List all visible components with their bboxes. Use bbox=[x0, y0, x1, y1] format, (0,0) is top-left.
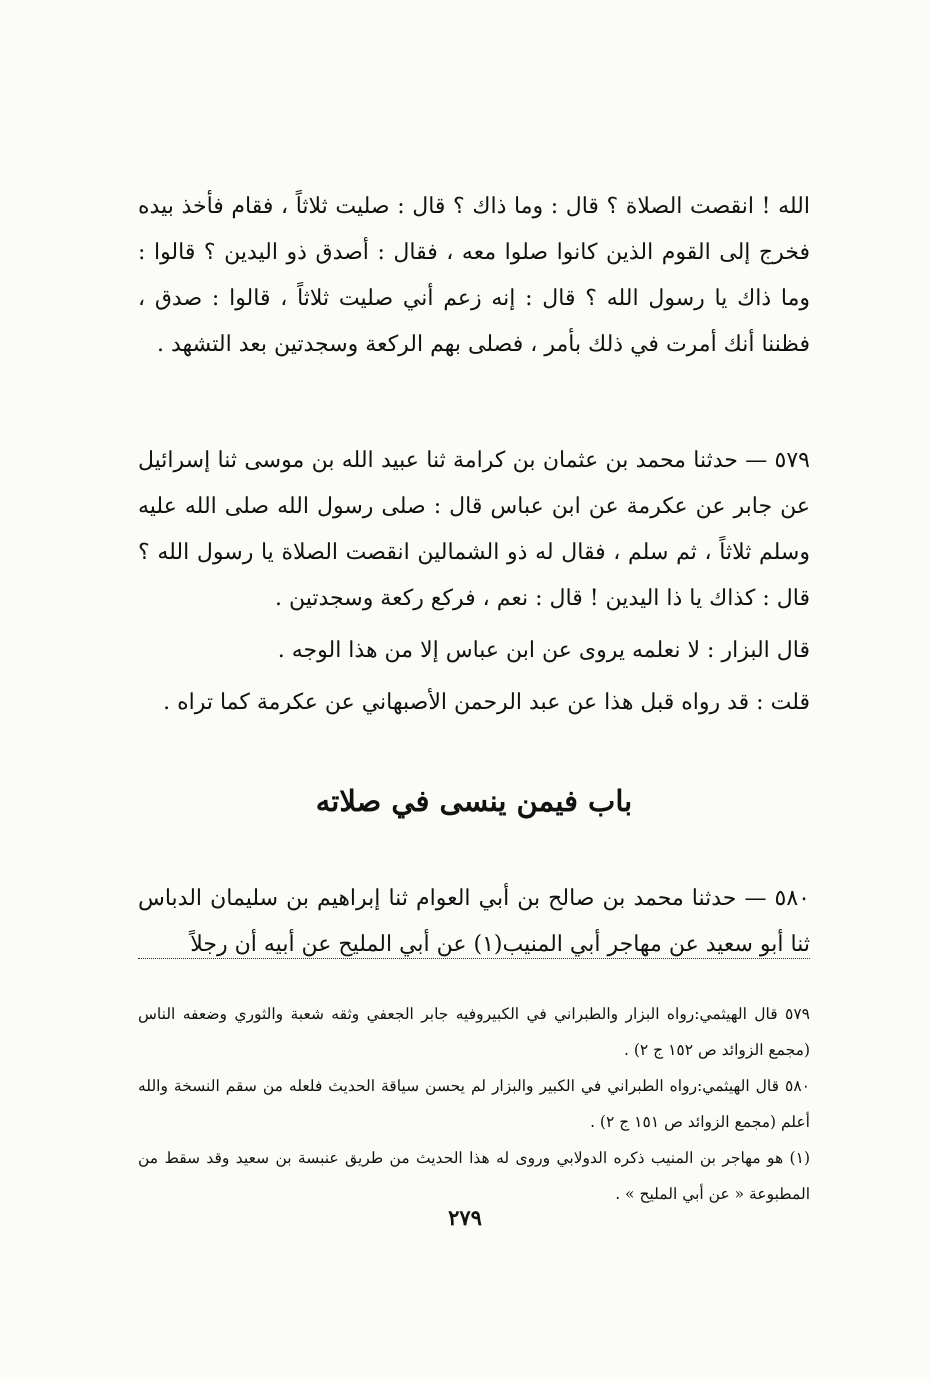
page-number: ٢٧٩ bbox=[448, 1205, 482, 1230]
footnote-580: ٥٨٠ قال الهيثمي:رواه الطبراني في الكبير والبزار لم يحسن سياقة الحديث فلعله من سقم النسخة والله أعلم (مجمع الزوائد ص ١٥١ ج ٢) . bbox=[138, 1076, 810, 1131]
paragraph-continued-hadith: الله ! انقصت الصلاة ؟ قال : وما ذاك ؟ قال : صليت ثلاثاً ، فقام فأخذ بيده فخرج إلى القوم الذين كانوا صلوا معه ، فقال : أصدق ذو اليدين ؟ قالوا : وما ذاك يا رسول الله ؟ قال : إنه زعم أني صليت ثلاثاً ، قالوا : صدق ، فظننا أنك أمرت في ذلك بأمر ، فصلى بهم الركعة وسجدتين بعد التشهد . bbox=[138, 194, 810, 357]
footnote-1: (١) هو مهاجر بن المنيب ذكره الدولابي وروى له هذا الحديث من طريق عنبسة بن سعيد وقد سقط من المطبوعة « عن أبي المليح » . bbox=[138, 1148, 810, 1203]
paragraph-hadith-579: ٥٧٩ — حدثنا محمد بن عثمان بن كرامة ثنا عبيد الله بن موسى ثنا إسرائيل عن جابر عن عكرمة عن ابن عباس قال : صلى رسول الله صلى الله عليه وسلم ثلاثاً ، ثم سلم ، فقال له ذو الشمالين انقصت الصلاة يا رسول الله ؟ قال : كذاك يا ذا اليدين ! قال : نعم ، فركع ركعة وسجدتين . bbox=[138, 448, 810, 611]
paragraph-bazzar-comment: قال البزار : لا نعلمه يروى عن ابن عباس إلا من هذا الوجه . bbox=[277, 638, 810, 663]
chapter-heading: باب فيمن ينسى في صلاته bbox=[315, 784, 633, 818]
paragraph-hadith-580: ٥٨٠ — حدثنا محمد بن صالح بن أبي العوام ثنا إبراهيم بن سليمان الدباس ثنا أبو سعيد عن مهاجر أبي المنيب(١) عن أبي المليح عن أبيه أن رجلاً bbox=[138, 886, 810, 957]
footnote-divider bbox=[138, 958, 810, 959]
paragraph-author-comment: قلت : قد رواه قبل هذا عن عبد الرحمن الأصبهاني عن عكرمة كما تراه . bbox=[163, 690, 810, 715]
footnote-579: ٥٧٩ قال الهيثمي:رواه البزار والطبراني في الكبيروفيه جابر الجعفي وثقه شعبة والثوري وضعفه الناس (مجمع الزوائد ص ١٥٢ ج ٢) . bbox=[138, 1004, 810, 1059]
